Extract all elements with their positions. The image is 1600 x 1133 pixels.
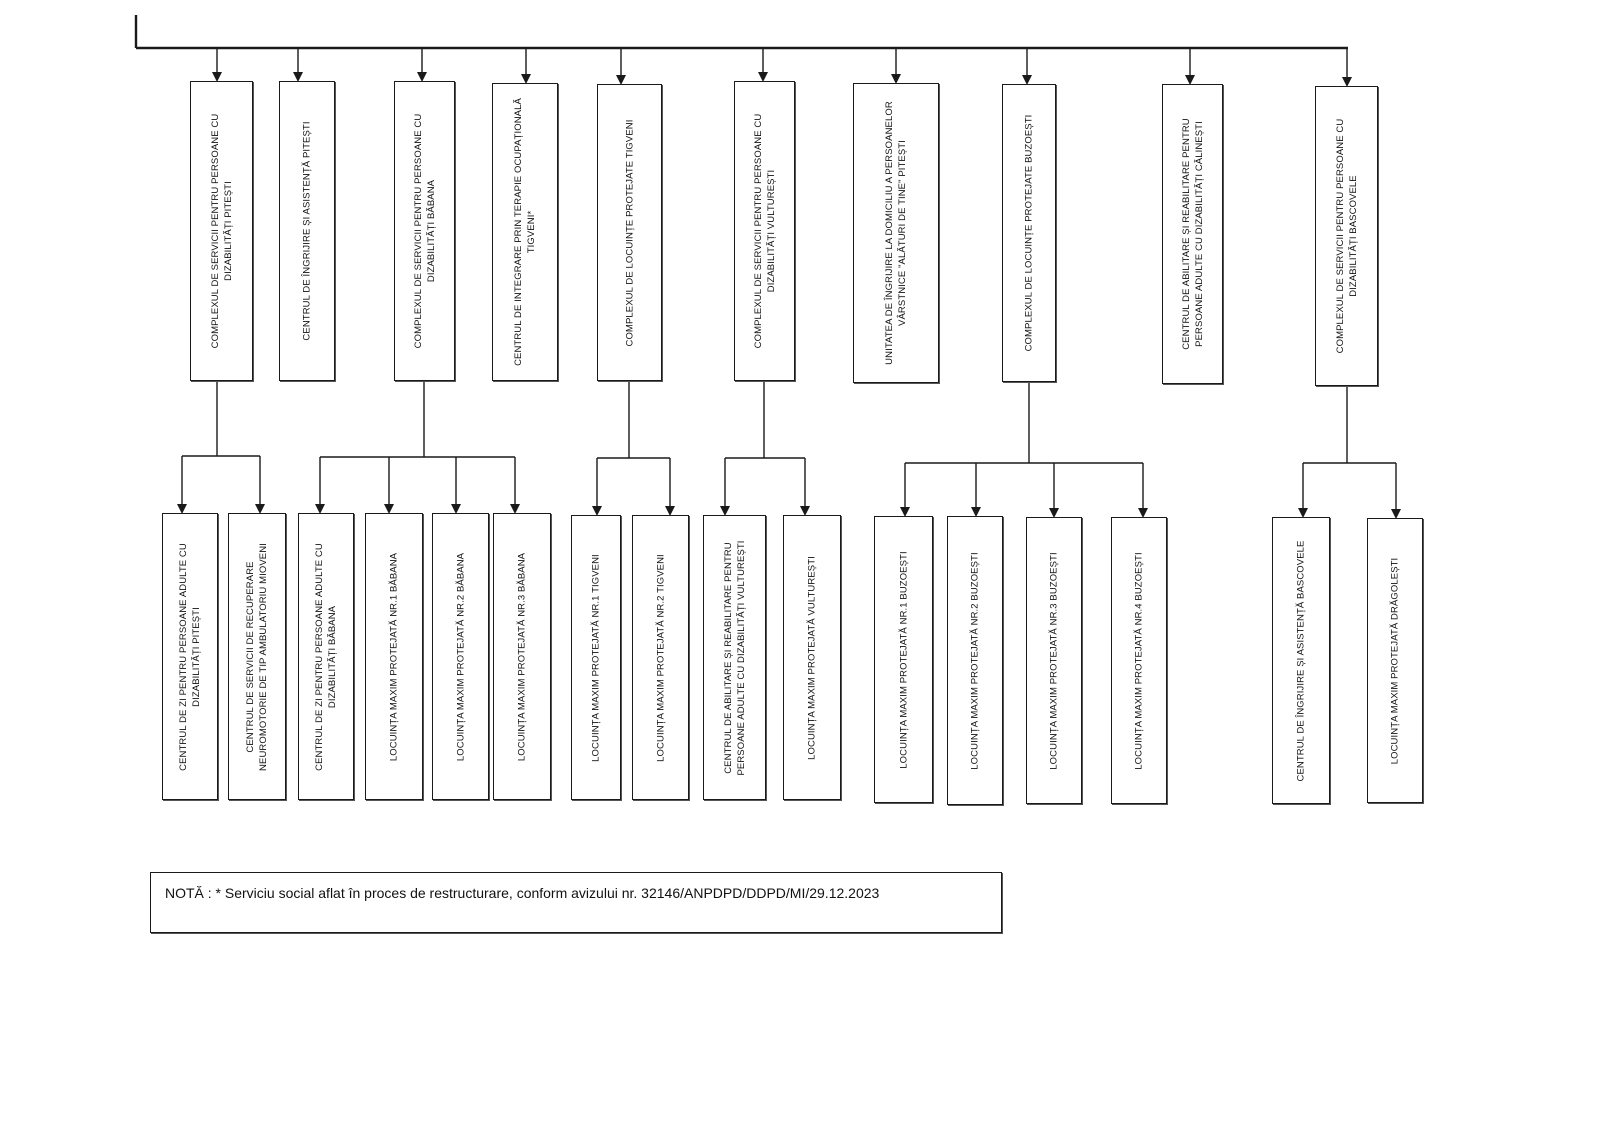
- top-unit-9: [1162, 84, 1223, 384]
- sub-unit-2-label: CENTRUL DE SERVICII DE RECUPERARE NEUROMOTORIE DE TIP AMBULATORIU MIOVENI: [245, 542, 269, 771]
- top-unit-1: [190, 81, 253, 381]
- sub-unit-4-label: LOCUINȚA MAXIM PROTEJATĂ NR.1 BĂBANA: [388, 552, 400, 761]
- top-unit-7-label: UNITATEA DE ÎNGRIJIRE LA DOMICILIU A PERSOANELOR VÂRSTNICE "ALĂTURI DE TINE" PITEȘTI: [884, 101, 908, 365]
- top-unit-8: [1002, 84, 1056, 382]
- sub-unit-5-label: LOCUINȚA MAXIM PROTEJATĂ NR.2 BĂBANA: [455, 552, 466, 761]
- top-unit-3: [394, 81, 455, 381]
- sub-unit-16: [1367, 518, 1423, 803]
- top-unit-9-label: CENTRUL DE ABILITARE ȘI REABILITARE PENTRU PERSOANE ADULTE CU DIZABILITĂȚI CĂLINEȘTI: [1180, 118, 1205, 350]
- sub-unit-1: [162, 513, 218, 800]
- top-unit-4: [492, 83, 558, 381]
- top-unit-3-label: COMPLEXUL DE SERVICII PENTRU PERSOANE CU DIZABILITĂȚI BĂBANA: [412, 113, 437, 349]
- top-unit-4-label: CENTRUL DE INTEGRARE PRIN TERAPIE OCUPAȚIONALĂ TIGVENI*: [513, 98, 537, 366]
- top-unit-6: [734, 81, 795, 381]
- sub-unit-8: [632, 515, 689, 800]
- sub-unit-6-label: LOCUINȚA MAXIM PROTEJATĂ NR.3 BĂBANA: [516, 552, 528, 761]
- sub-unit-11-label: LOCUINȚA MAXIM PROTEJATĂ NR.1 BUZOEȘTI: [898, 550, 909, 769]
- sub-unit-14-label: LOCUINȚA MAXIM PROTEJATĂ NR.4 BUZOEȘTI: [1133, 551, 1145, 770]
- sub-unit-12-label: LOCUINȚA MAXIM PROTEJATĂ NR.2 BUZOEȘTI: [969, 551, 981, 770]
- sub-unit-9: [703, 515, 766, 800]
- sub-unit-15-label: CENTRUL DE ÎNGRIJIRE ȘI ASISTENȚĂ BASCOVELE: [1295, 540, 1307, 781]
- top-unit-6-label: COMPLEXUL DE SERVICII PENTRU PERSOANE CU DIZABILITĂȚI VULTUREȘTI: [752, 113, 777, 349]
- top-unit-10-label: COMPLEXUL DE SERVICII PENTRU PERSOANE CU DIZABILITĂȚI BASCOVELE: [1334, 118, 1359, 354]
- sub-unit-1-label: CENTRUL DE ZI PENTRU PERSOANE ADULTE CU DIZABILITĂȚI PITEȘTI: [178, 542, 202, 771]
- sub-unit-3-label: CENTRUL DE ZI PENTRU PERSOANE ADULTE CU DIZABILITĂȚI BĂBANA: [314, 542, 338, 771]
- top-unit-1-label: COMPLEXUL DE SERVICII PENTRU PERSOANE CU DIZABILITĂȚI PITEȘTI: [209, 113, 234, 349]
- sub-unit-3: [298, 513, 354, 800]
- top-unit-5-label: COMPLEXUL DE LOCUINȚE PROTEJATE TIGVENI: [624, 119, 635, 347]
- sub-unit-12: [947, 516, 1003, 805]
- sub-unit-8-label: LOCUINȚA MAXIM PROTEJATĂ NR.2 TIGVENI: [655, 553, 666, 762]
- footnote-text: NOTĂ : * Serviciu social aflat în proces de restructurare, conform avizului nr. 32146/ANPDPD/DDPD/MI/29.12.2023: [165, 885, 880, 901]
- sub-unit-9-label: CENTRUL DE ABILITARE ȘI REABILITARE PENTRU PERSOANE ADULTE CU DIZABILITĂȚI VULTUREȘTI: [722, 539, 747, 776]
- top-unit-2-label: CENTRUL DE ÎNGRIJIRE ȘI ASISTENȚĂ PITEȘTI: [301, 121, 313, 341]
- sub-unit-4: [365, 513, 423, 800]
- sub-unit-13: [1026, 517, 1082, 804]
- sub-unit-5: [432, 513, 489, 800]
- top-unit-7: [853, 83, 939, 383]
- sub-unit-15: [1272, 517, 1330, 804]
- footnote-box: [150, 872, 1002, 933]
- sub-unit-11: [874, 516, 933, 803]
- sub-unit-13-label: LOCUINȚA MAXIM PROTEJATĂ NR.3 BUZOEȘTI: [1048, 551, 1060, 770]
- sub-unit-10-label: LOCUINȚA MAXIM PROTEJATĂ VULTUREȘTI: [806, 555, 818, 760]
- top-unit-5: [597, 84, 662, 381]
- sub-unit-7: [571, 515, 621, 800]
- sub-unit-10: [783, 515, 841, 800]
- sub-unit-16-label: LOCUINȚA MAXIM PROTEJATĂ DRĂGOLEȘTI: [1389, 557, 1401, 764]
- top-unit-10: [1315, 86, 1378, 386]
- sub-unit-14: [1111, 517, 1167, 804]
- sub-unit-2: [228, 513, 286, 800]
- sub-unit-7-label: LOCUINȚA MAXIM PROTEJATĂ NR.1 TIGVENI: [590, 553, 602, 762]
- top-unit-2: [279, 81, 335, 381]
- top-unit-8-label: COMPLEXUL DE LOCUINȚE PROTEJATE BUZOEȘTI: [1023, 114, 1035, 352]
- sub-unit-6: [493, 513, 551, 800]
